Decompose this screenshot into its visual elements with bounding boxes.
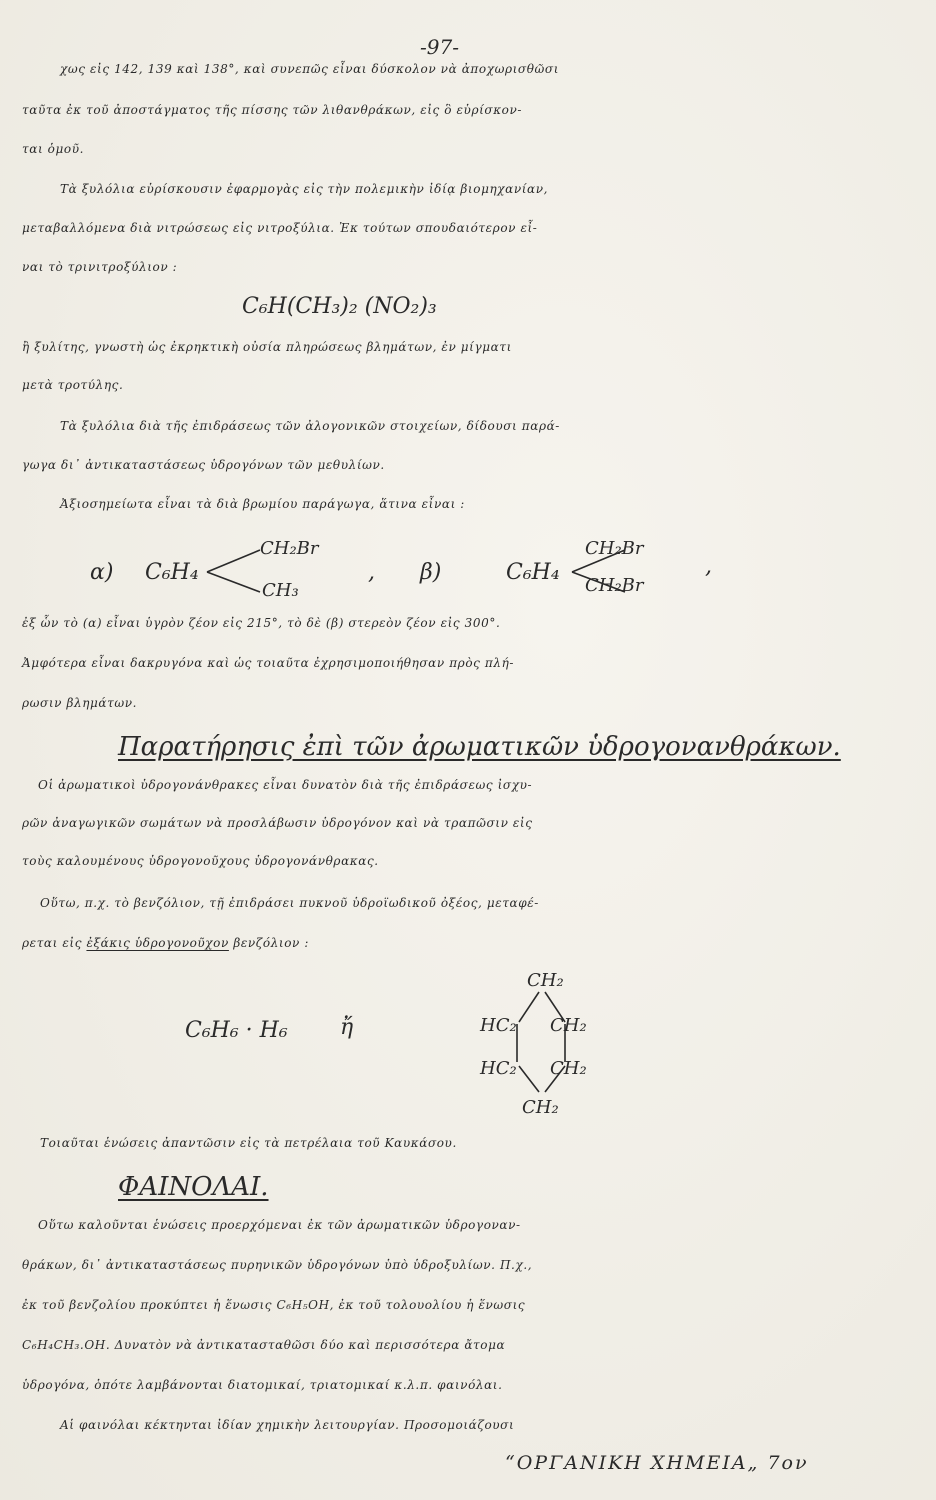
formula-trinitroxylene: C₆H(CH₃)₂ (NO₂)₃ — [242, 294, 437, 319]
text-line-8: μετὰ τροτύλης. — [22, 378, 124, 392]
formula-alpha-label: α) — [90, 560, 114, 585]
ring-left-upper-hc2: HC₂ — [480, 1015, 517, 1036]
text-line-24: C₆H₄CH₃.OH. Δυνατὸν νὰ ἀντικατασταθῶσι δύο καὶ περισσότερα ἄτομα — [22, 1338, 506, 1352]
text-line-19 — [22, 936, 936, 950]
text-line-4: Τὰ ξυλόλια εὑρίσκουσιν ἐφαρμογὰς εἰς τὴν πολεμικὴν ἰδίᾳ βιομηχανίαν, — [60, 182, 549, 196]
text-line-2: ταῦτα ἐκ τοῦ ἀποστάγματος τῆς πίσσης τῶν λιθανθράκων, εἰς ὃ εὑρίσκον- — [22, 103, 523, 117]
formula-or: ἤ — [340, 1015, 354, 1040]
text-line-6: ναι τὸ τρινιτροξύλιον : — [22, 260, 178, 274]
text-line-21: Οὕτω καλοῦνται ἑνώσεις προερχόμεναι ἐκ τῶν ἀρωματικῶν ὑδρογοναν- — [38, 1218, 521, 1232]
ring-right-lower-ch2: CH₂ — [550, 1058, 587, 1079]
heading-aromatic-observation: Παρατήρησις ἐπὶ τῶν ἀρωματικῶν ὑδρογονανθράκων. — [118, 732, 841, 762]
formula-beta-core: C₆H₄ — [506, 560, 560, 585]
formula-beta-label: β) — [420, 560, 442, 585]
text-line-1: χως εἰς 142, 139 καὶ 138°, καὶ συνεπῶς εἶναι δύσκολον νὰ ἀποχωρισθῶσι — [60, 62, 560, 76]
formula-hexahydro: C₆H₆ · H₆ — [185, 1018, 288, 1043]
text-line-23: ἐκ τοῦ βενζολίου προκύπτει ἡ ἕνωσις C₆H₅OH, ἐκ τοῦ τολουολίου ἡ ἕνωσις — [22, 1298, 526, 1312]
page-number: -97- — [420, 35, 459, 59]
formula-alpha-core: C₆H₄ — [145, 560, 199, 585]
footer-book-title: “ΟΡΓΑΝΙΚΗ ΧΗΜΕΙΑ„ 7ον — [505, 1452, 809, 1474]
text-line-10: γωγα δι᾽ ἀντικαταστάσεως ὑδρογόνων τῶν μεθυλίων. — [22, 458, 385, 472]
formula-separator-1: , — [368, 560, 375, 585]
formula-alpha-bottom: CH₃ — [262, 580, 299, 601]
ring-top-ch2: CH₂ — [527, 970, 564, 991]
text-line-20: Τοιαῦται ἑνώσεις ἀπαντῶσιν εἰς τὰ πετρέλαια τοῦ Καυκάσου. — [40, 1136, 457, 1150]
formula-beta-top: CH₂Br — [585, 538, 644, 559]
text-line-7: ἢ ξυλίτης, γνωστὴ ὡς ἐκρηκτικὴ οὐσία πληρώσεως βλημάτων, ἐν μίγματι — [22, 340, 512, 354]
formula-beta-bottom: CH₂Br — [585, 575, 644, 596]
heading-phenols: ΦΑΙΝΟΛΑΙ. — [118, 1172, 269, 1202]
alpha-branch-lines — [205, 548, 265, 598]
text-line-11: Ἀξιοσημείωτα εἶναι τὰ διὰ βρωμίου παράγωγα, ἅτινα εἶναι : — [60, 497, 465, 511]
text-line-12: ἐξ ὧν τὸ (α) εἶναι ὑγρὸν ζέον εἰς 215°, τὸ δὲ (β) στερεὸν ζέον εἰς 300°. — [22, 616, 501, 630]
text-line-15: Οἱ ἀρωματικοὶ ὑδρογονάνθρακες εἶναι δυνατὸν διὰ τῆς ἐπιδράσεως ἰσχυ- — [38, 778, 533, 792]
text-line-13: Ἀμφότερα εἶναι δακρυγόνα καὶ ὡς τοιαῦτα ἐχρησιμοποιήθησαν πρὸς πλή- — [22, 656, 515, 670]
formula-separator-2: , — [705, 554, 712, 579]
formula-alpha-top: CH₂Br — [260, 538, 319, 559]
text-line-19-end: βενζόλιον : — [228, 936, 310, 950]
text-line-16: ρῶν ἀναγωγικῶν σωμάτων νὰ προσλάβωσιν ὑδρογόνον καὶ νὰ τραπῶσιν εἰς — [22, 816, 533, 830]
text-line-5: μεταβαλλόμενα διὰ νιτρώσεως εἰς νιτροξύλια. Ἐκ τούτων σπουδαιότερον εἶ- — [22, 221, 538, 235]
text-line-18: Οὕτω, π.χ. τὸ βενζόλιον, τῇ ἐπιδράσει πυκνοῦ ὑδροϊωδικοῦ ὀξέος, μεταφέ- — [40, 896, 539, 910]
text-line-14: ρωσιν βλημάτων. — [22, 696, 138, 710]
ring-bottom-ch2: CH₂ — [522, 1097, 559, 1118]
ring-right-upper-ch2: CH₂ — [550, 1015, 587, 1036]
text-line-9: Τὰ ξυλόλια διὰ τῆς ἐπιδράσεως τῶν ἀλογονικῶν στοιχείων, δίδουσι παρά- — [60, 419, 560, 433]
cyclohexane-ring-lines — [505, 988, 585, 1098]
text-hexahydro-underlined: ἐξάκις ὑδρογονοῦχον — [86, 936, 229, 950]
text-line-3: ται ὁμοῦ. — [22, 142, 85, 156]
text-line-26: Αἱ φαινόλαι κέκτηνται ἰδίαν χημικὴν λειτουργίαν. Προσομοιάζουσι — [60, 1418, 515, 1432]
text-line-17: τοὺς καλουμένους ὑδρογονοῦχους ὑδρογονάνθρακας. — [22, 854, 379, 868]
text-line-19-start: ρεται εἰς — [22, 936, 87, 950]
text-line-22: θράκων, δι᾽ ἀντικαταστάσεως πυρηνικῶν ὑδρογόνων ὑπὸ ὑδροξυλίων. Π.χ., — [22, 1258, 533, 1272]
ring-left-lower-hc2: HC₂ — [480, 1058, 517, 1079]
text-line-25: ὑδρογόνα, ὁπότε λαμβάνονται διατομικαί, τριατομικαί κ.λ.π. φαινόλαι. — [22, 1378, 503, 1392]
